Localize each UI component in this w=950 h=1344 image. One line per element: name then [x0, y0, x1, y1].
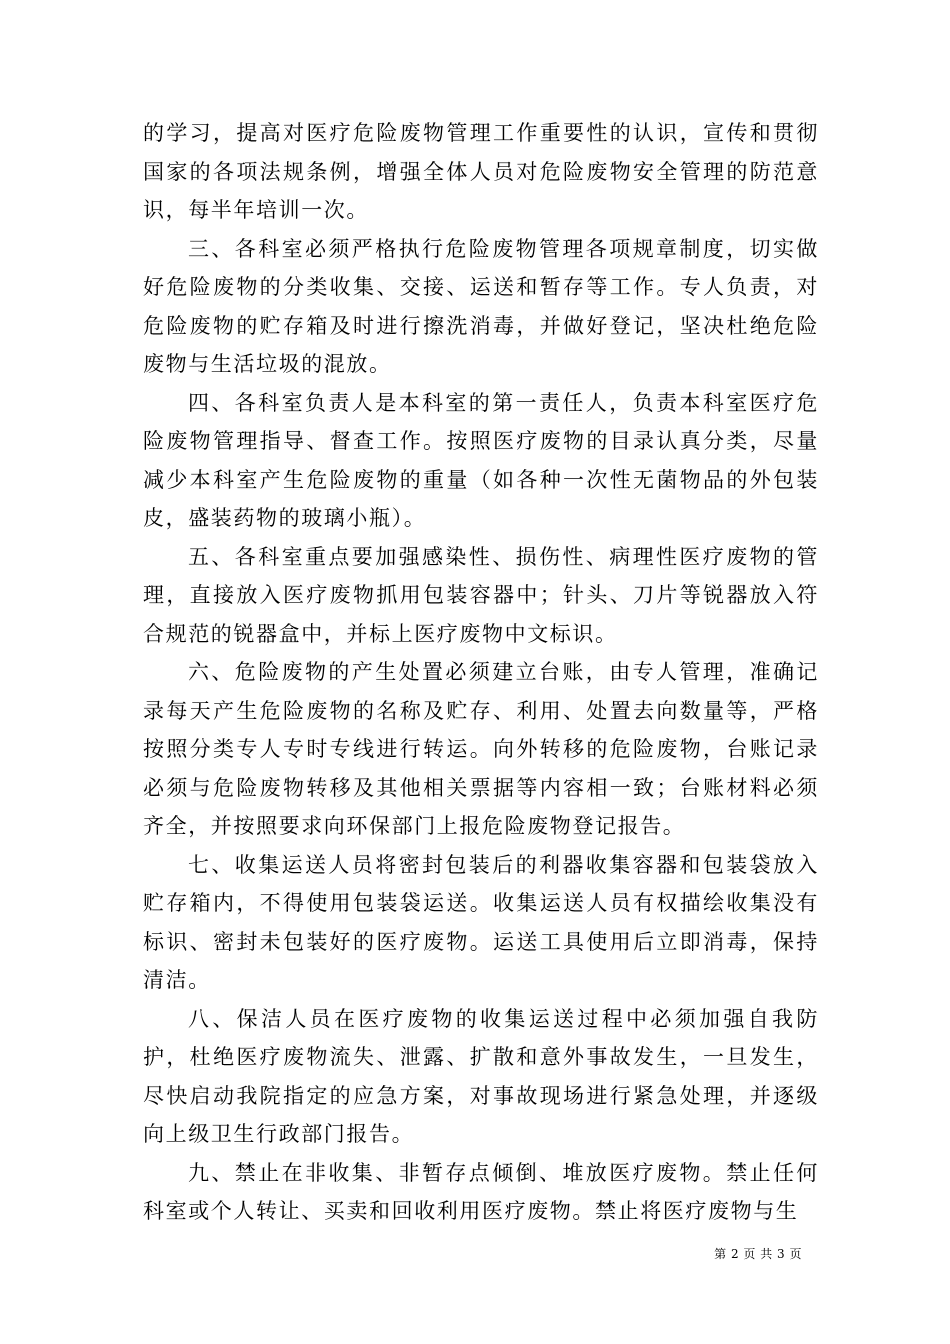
paragraph-item-6: 六、危险废物的产生处置必须建立台账，由专人管理，准确记录每天产生危险废物的名称及贮存、利用、处置去向数量等，严格按照分类专人专时专线进行转运。向外转移的危险废物，台账记录必须与危险废物转移及其他相关票据等内容相一致；台账材料必须齐全，并按照要求向环保部门上报危险废物登记报告。: [143, 660, 819, 838]
paragraph-item-3: 三、各科室必须严格执行危险废物管理各项规章制度，切实做好危险废物的分类收集、交接、运送和暂存等工作。专人负责，对危险废物的贮存箱及时进行擦洗消毒，并做好登记，坚决杜绝危险废物与生活垃圾的混放。: [143, 236, 819, 376]
document-body: [143, 114, 819, 1231]
paragraph-item-9: 九、禁止在非收集、非暂存点倾倒、堆放医疗废物。禁止任何科室或个人转让、买卖和回收利用医疗废物。禁止将医疗废物与生: [143, 1160, 819, 1223]
paragraph-item-7: 七、收集运送人员将密封包装后的利器收集容器和包装袋放入贮存箱内，不得使用包装袋运送。收集运送人员有权描绘收集没有标识、密封未包装好的医疗废物。运送工具使用后立即消毒，保持清洁。: [143, 852, 819, 992]
paragraph-item-4: 四、各科室负责人是本科室的第一责任人，负责本科室医疗危险废物管理指导、督查工作。按照医疗废物的目录认真分类，尽量减少本科室产生危险废物的重量（如各种一次性无菌物品的外包装皮，盛装药物的玻璃小瓶）。: [143, 390, 819, 530]
paragraph-item-8: 八、保洁人员在医疗废物的收集运送过程中必须加强自我防护，杜绝医疗废物流失、泄露、扩散和意外事故发生，一旦发生，尽快启动我院指定的应急方案，对事故现场进行紧急处理，并逐级向上级卫生行政部门报告。: [143, 1006, 819, 1146]
paragraph-item-5: 五、各科室重点要加强感染性、损伤性、病理性医疗废物的管理，直接放入医疗废物抓用包装容器中；针头、刀片等锐器放入符合规范的锐器盒中，并标上医疗废物中文标识。: [143, 544, 819, 646]
page-number-footer: 第 2 页 共 3 页: [714, 1247, 802, 1261]
paragraph-continuation: 的学习，提高对医疗危险废物管理工作重要性的认识，宣传和贯彻国家的各项法规条例，增强全体人员对危险废物安全管理的防范意识，每半年培训一次。: [143, 121, 819, 222]
